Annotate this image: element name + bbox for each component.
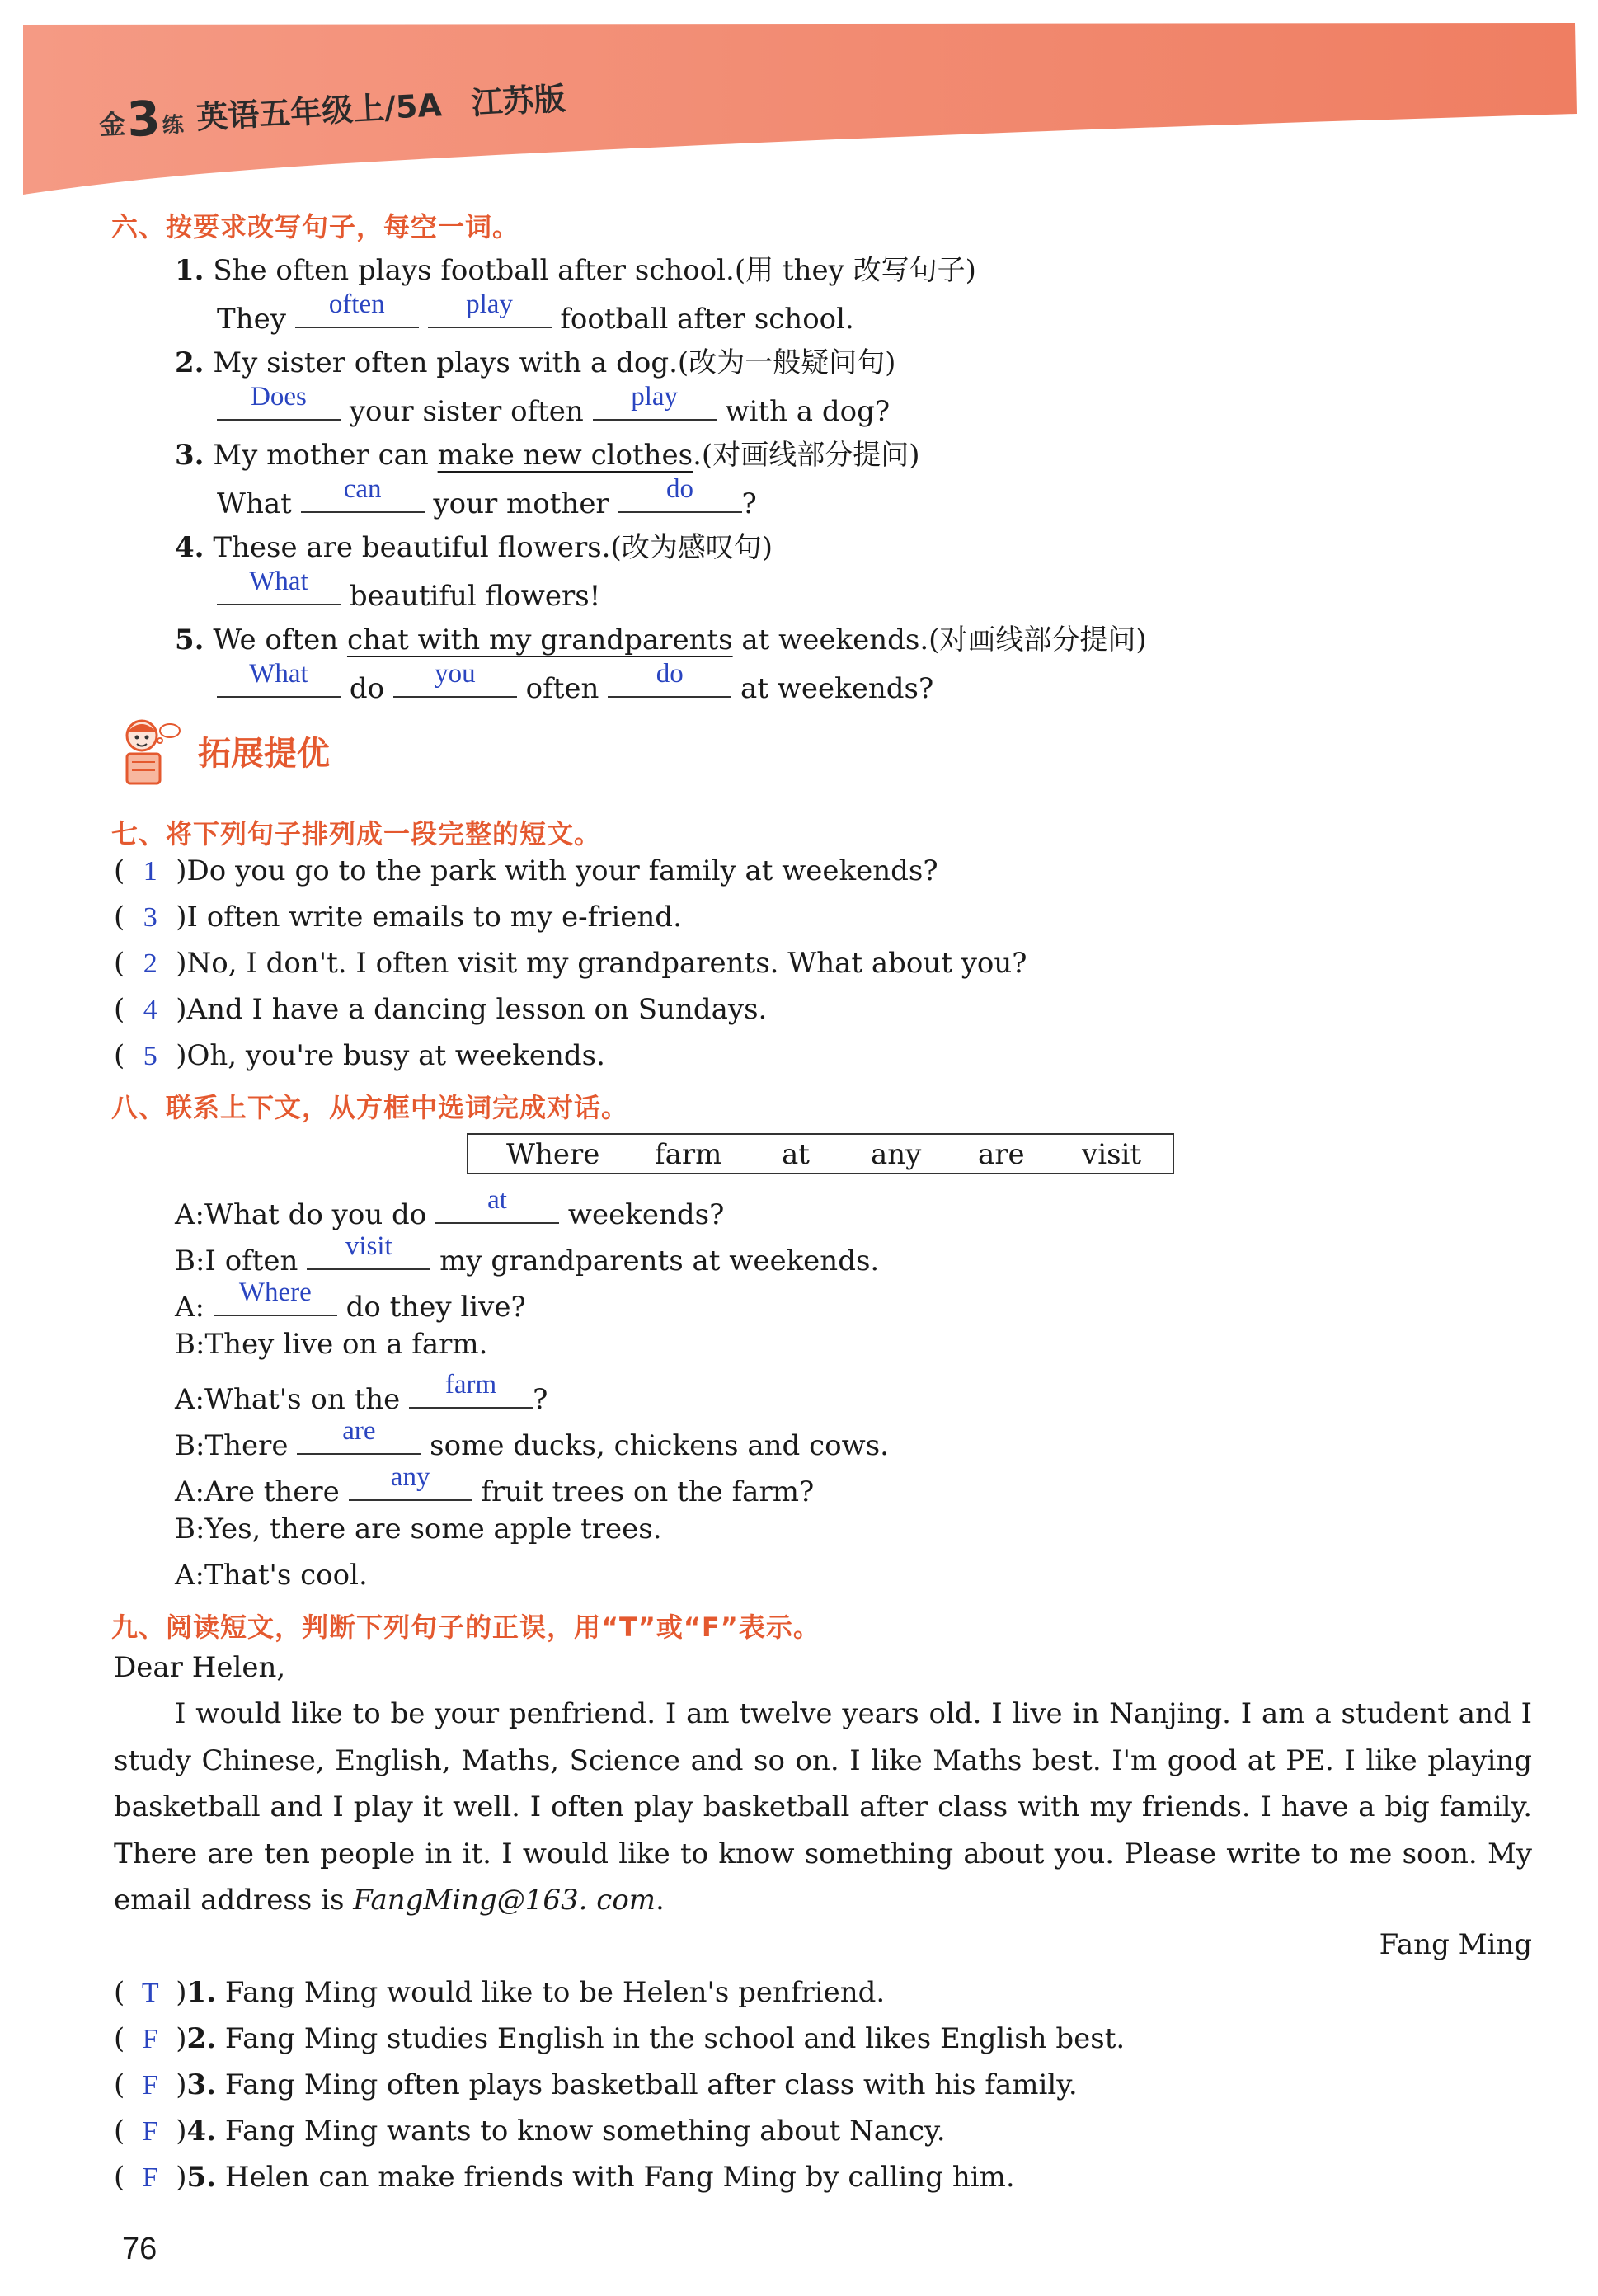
answer-blank[interactable]: often	[295, 294, 419, 328]
extension-title: 拓展提优	[198, 734, 330, 773]
word-box-item: Where	[506, 1138, 600, 1171]
answer-blank[interactable]: any	[349, 1466, 472, 1501]
answer-blank[interactable]: farm	[409, 1374, 533, 1409]
tf-question: ( F )5. Helen can make friends with Fang Ming by calling him.	[114, 2161, 1015, 2194]
dialogue-line: A:Are there any fruit trees on the farm?	[175, 1462, 815, 1508]
answer-blank[interactable]: play	[593, 386, 717, 421]
answer-blank[interactable]: What	[217, 571, 341, 605]
s6-q5: 5. We often chat with my grandparents at weekends.(对画线部分提问)	[175, 623, 1147, 656]
s7-item: ( 4 )And I have a dancing lesson on Sundays.	[114, 993, 768, 1026]
s7-item: ( 3 )I often write emails to my e-friend.	[114, 901, 682, 934]
book-title: 英语五年级上/5A	[195, 87, 443, 136]
s6-q1-answer-line: They often play football after school.	[217, 289, 854, 336]
brand-logo: 金 3 练	[98, 89, 185, 148]
dialogue-line: B:I often visit my grandparents at weekends.	[175, 1231, 880, 1277]
answer-blank[interactable]: play	[428, 294, 552, 328]
extension-heading	[106, 711, 330, 790]
section7-title: 七、将下列句子排列成一段完整的短文。	[111, 818, 602, 849]
answer-blank[interactable]: can	[301, 478, 425, 513]
dialogue-line: A:What do you do at weekends?	[175, 1185, 725, 1231]
dialogue-line: B:Yes, there are some apple trees.	[175, 1513, 662, 1546]
answer-blank[interactable]: Where	[214, 1282, 337, 1316]
answer-blank[interactable]: at	[435, 1189, 559, 1224]
s6-q2: 2. My sister often plays with a dog.(改为一般疑问句)	[175, 346, 896, 379]
dialogue-line: A:What's on the farm ?	[175, 1370, 548, 1416]
s7-item: ( 1 )Do you go to the park with your family at weekends?	[114, 854, 938, 887]
s6-q1: 1. She often plays football after school.(用 they 改写句子)	[175, 254, 976, 287]
letter-body: I would like to be your penfriend. I am twelve years old. I live in Nanjing. I am a student and I study Chinese, English, Maths, Science and so on. I like Maths best. I'm good at PE. I like playing basketball and I play it well. I often play basketball after class with my friends. I have a big family. There are ten people in it. I would like to know something about you. Please write to me soon. My email address is FangMing@163. com.	[114, 1697, 1532, 1917]
section6-title: 六、按要求改写句子，每空一词。	[111, 211, 520, 242]
word-box-item: farm	[655, 1138, 722, 1171]
s6-q4-answer-line: What beautiful flowers!	[217, 571, 600, 613]
answer-blank[interactable]: visit	[307, 1235, 430, 1270]
s7-item: ( 5 )Oh, you're busy at weekends.	[114, 1039, 605, 1072]
s7-item: ( 2 )No, I don't. I often visit my grandparents. What about you?	[114, 947, 1027, 980]
tf-question: ( F )2. Fang Ming studies English in the school and likes English best.	[114, 2022, 1126, 2055]
tf-question: ( F )3. Fang Ming often plays basketball after class with his family.	[114, 2068, 1078, 2101]
answer-blank[interactable]: do	[608, 663, 731, 698]
word-box-item: any	[871, 1138, 922, 1171]
edition-label: 江苏版	[470, 80, 566, 122]
s6-q5-answer-line: What do you often do at weekends?	[217, 663, 933, 705]
dialogue-line: A: Where do they live?	[175, 1277, 526, 1324]
section8-title: 八、联系上下文，从方框中选词完成对话。	[111, 1092, 629, 1123]
page-number: 76	[122, 2232, 157, 2266]
answer-blank[interactable]: do	[618, 478, 742, 513]
word-box-item: at	[782, 1138, 810, 1171]
tf-question: ( F )4. Fang Ming wants to know something about Nancy.	[114, 2115, 946, 2148]
s6-q4: 4. These are beautiful flowers.(改为感叹句)	[175, 531, 773, 564]
dialogue-line: A:That's cool.	[175, 1559, 368, 1592]
dialogue-line: B:There are some ducks, chickens and cows.	[175, 1416, 889, 1462]
word-box-item: are	[978, 1138, 1025, 1171]
email-address: FangMing@163. com	[353, 1884, 656, 1917]
answer-blank[interactable]: you	[393, 663, 517, 698]
answer-blank[interactable]: Does	[217, 386, 341, 421]
tf-question: ( T )1. Fang Ming would like to be Helen's penfriend.	[114, 1976, 886, 2009]
dialogue-line: B:They live on a farm.	[175, 1328, 488, 1361]
s6-q3-answer-line: What can your mother do ?	[217, 474, 757, 520]
s6-q2-answer-line: Does your sister often play with a dog?	[217, 386, 890, 428]
word-box	[467, 1133, 1174, 1174]
s6-q3: 3. My mother can make new clothes.(对画线部分提问)	[175, 439, 920, 472]
word-box-item: visit	[1082, 1138, 1142, 1171]
section9-title: 九、阅读短文，判断下列句子的正误，用“T”或“F”表示。	[111, 1611, 820, 1643]
letter-signature: Fang Ming	[1379, 1928, 1532, 1961]
answer-blank[interactable]: are	[297, 1420, 421, 1455]
student-mascot-icon	[106, 711, 185, 790]
answer-blank[interactable]: What	[217, 663, 341, 698]
letter-greeting: Dear Helen,	[114, 1651, 286, 1684]
